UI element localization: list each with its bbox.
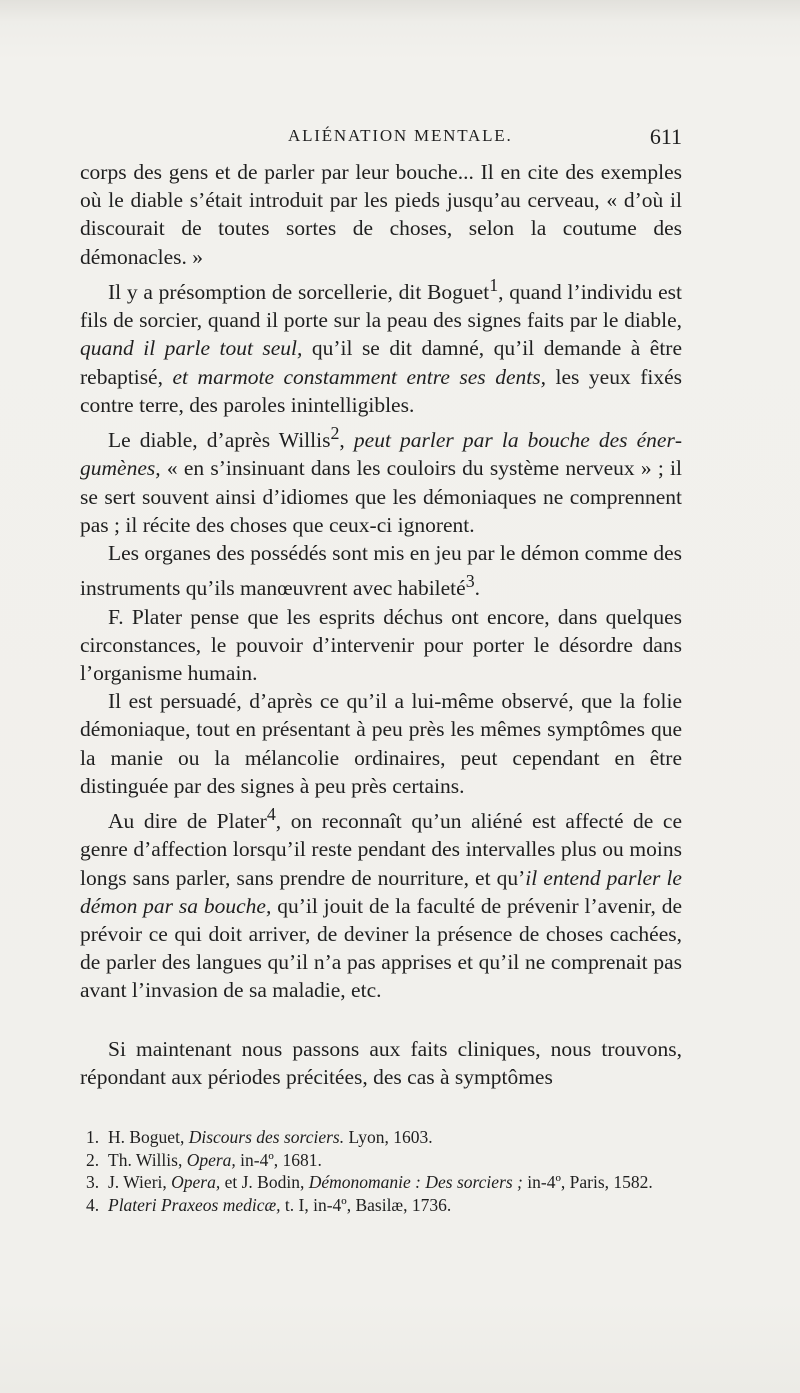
footnote-number: 3.: [86, 1172, 100, 1193]
footnote-number: 4.: [86, 1194, 100, 1215]
footnote: [86, 1194, 682, 1217]
text-run: Lyon, 1603.: [344, 1127, 433, 1147]
footnote-ref: 4: [266, 803, 276, 824]
text-run: ,: [339, 428, 354, 453]
footnote-text: [108, 1195, 451, 1215]
text-run: J. Wieri,: [108, 1172, 172, 1193]
italic-text: et marmote constamment entre ses dents,: [172, 364, 546, 389]
text-run: t. I, in-4º, Basilæ, 1736.: [280, 1194, 452, 1215]
paragraph: [80, 603, 682, 688]
footnote-number: 2.: [86, 1149, 100, 1170]
italic-text: Opera,: [186, 1149, 236, 1170]
text-run: Les organes des possédés sont mis en jeu par le démon comme des instruments qu’ils manœuvrent avec habileté: [80, 540, 683, 601]
footnote-text: [108, 1127, 433, 1147]
footnote-number: 1.: [86, 1127, 100, 1147]
footnote-text: [108, 1150, 322, 1170]
text-run: les yeux fixés contre terre, des paroles inintelligibles.: [80, 364, 683, 417]
text-run: .: [474, 576, 481, 601]
italic-text: Démonomanie : Des sorciers ;: [308, 1172, 523, 1193]
text-run: corps des gens et de parler par leur bouche... Il en cite des exemples où le diable s’était introduit par les pieds jusqu’au cerveau, « d’où il discourait de toutes sortes de choses, selon la coutume des démonacles. »: [80, 160, 682, 269]
text-run: Il y a présomption de sorcellerie, dit Boguet: [108, 279, 490, 304]
paragraph: [80, 800, 682, 1005]
text-run: et J. Bodin,: [220, 1172, 309, 1193]
paragraph: [80, 419, 682, 539]
text-run: Si maintenant nous passons aux faits cliniques, nous trouvons, répondant aux périodes précitées, des cas à symptômes: [80, 1036, 682, 1089]
text-run: Le diable, d’après Willis: [108, 428, 331, 453]
italic-text: Plateri Praxeos medicæ,: [108, 1194, 281, 1215]
paragraph: [80, 271, 682, 419]
italic-text: peut parler par la bouche des énergumènes,: [80, 428, 682, 481]
paragraph: [80, 158, 682, 271]
paragraph: [80, 687, 682, 800]
footnote: [86, 1171, 682, 1194]
body-text: [80, 158, 682, 1091]
italic-text: Opera,: [171, 1172, 221, 1193]
text-run: in-4º, Paris, 1582.: [522, 1172, 653, 1193]
italic-text: Discours des sorciers.: [188, 1127, 345, 1147]
text-run: Au dire de Plater: [108, 809, 267, 834]
page-header: [80, 124, 682, 154]
paragraph: [80, 1035, 682, 1091]
text-run: qu’il se dit damné, qu’il demande à être rebaptisé,: [80, 336, 682, 389]
text-run: H. Boguet,: [108, 1127, 189, 1147]
footnote-text: [108, 1172, 653, 1192]
text-run: in-4º, 1681.: [235, 1149, 322, 1170]
paragraph: [80, 539, 682, 603]
footnote-ref: 1: [489, 274, 499, 295]
text-run: Il est persuadé, d’après ce qu’il a lui-même observé, que la folie démoniaque, tout en présentant à peu près les mêmes symptômes que la manie ou la mélancolie ordinaires, peut cependant en être distinguée par des signes à peu près certains.: [80, 689, 682, 798]
footnotes: [86, 1126, 682, 1216]
footnote: [86, 1149, 682, 1172]
footnote: [86, 1126, 682, 1149]
text-run: F. Plater pense que les esprits déchus ont encore, dans quelques circonstances, le pouvoir d’intervenir pour porter le désordre dans l’organisme humain.: [80, 604, 682, 685]
page-number: 611: [649, 124, 682, 149]
footnote-ref: 2: [330, 422, 340, 443]
italic-text: quand il parle tout seul,: [80, 336, 303, 361]
running-title: ALIÉNATION MENTALE.: [288, 126, 513, 145]
text-run: Th. Willis,: [108, 1149, 187, 1170]
italic-text: il entend parler le démon par sa bouche,: [80, 865, 682, 918]
text-run: qu’il jouit de la faculté de prévenir l’avenir, de prévoir ce qui doit arriver, de deviner la présence de choses cachées, de parler des langues qu’il n’a pas apprises et qu’il ne comprenait pas avant l’invasion de sa maladie, etc.: [80, 893, 683, 1003]
text-run: , quand l’individu est fils de sorcier, quand il porte sur la peau des signes faits par le diable,: [80, 279, 682, 333]
text-run: « en s’insinuant dans les couloirs du système nerveux » ; il se sert souvent ainsi d’idiomes que les démoniaques ne comprennent pas ; il récite des choses que ceux-ci ignorent.: [80, 456, 682, 537]
text-run: , on reconnaît qu’un aliéné est affecté de ce genre d’affection lorsqu’il reste pendant des intervalles plus ou moins longs sans parler, sans prendre de nourriture, et qu’: [80, 809, 682, 890]
footnote-ref: 3: [465, 571, 475, 592]
